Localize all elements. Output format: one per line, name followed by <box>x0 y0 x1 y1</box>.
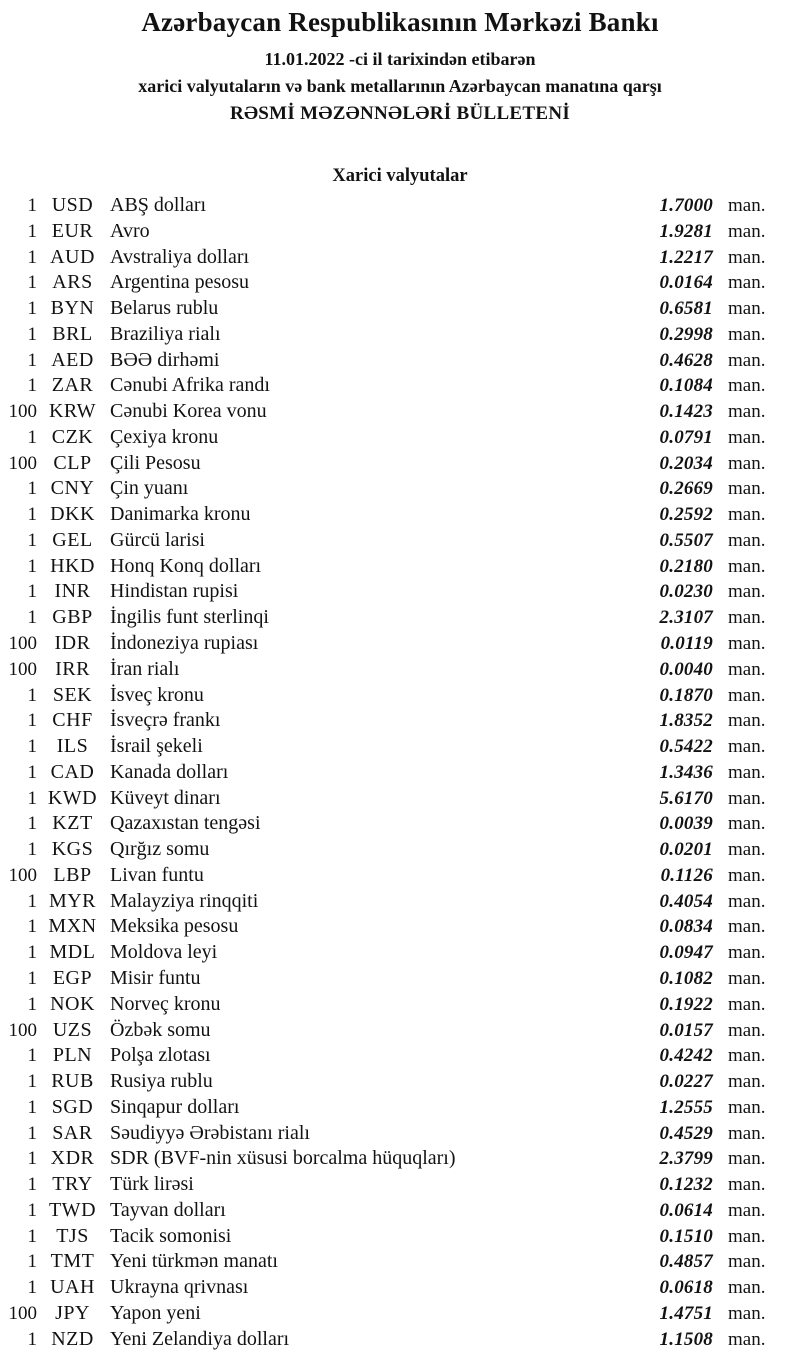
currency-row <box>0 1069 800 1095</box>
currency-code: MDL <box>49 941 96 964</box>
currency-code: TMT <box>50 1250 95 1273</box>
currency-row <box>0 322 800 348</box>
currency-code: EUR <box>51 219 94 242</box>
rate-value: 0.2669 <box>659 478 713 500</box>
quantity-cell: 1 <box>27 787 37 809</box>
rate-value: 0.2592 <box>659 504 713 526</box>
unit-label: man. <box>728 1148 766 1170</box>
rate-value: 0.1510 <box>659 1225 713 1247</box>
quantity-cell: 1 <box>27 555 37 577</box>
currency-code: KRW <box>48 400 97 423</box>
currency-name: Çili Pesosu <box>110 451 201 474</box>
currency-name: Türk lirəsi <box>110 1173 194 1196</box>
rate-value: 5.6170 <box>659 787 713 809</box>
rate-value: 1.2555 <box>659 1096 713 1118</box>
quantity-cell: 1 <box>27 504 37 526</box>
currency-row <box>0 631 800 657</box>
currency-code: EGP <box>52 966 93 989</box>
unit-label: man. <box>728 1277 766 1299</box>
unit-label: man. <box>728 1199 766 1221</box>
quantity-cell: 1 <box>27 195 37 216</box>
currency-code: CAD <box>50 760 95 783</box>
currency-code: MXN <box>48 915 97 938</box>
unit-label: man. <box>728 1251 766 1273</box>
currency-row <box>0 940 800 966</box>
quantity-cell: 1 <box>27 478 37 500</box>
rate-value: 0.1084 <box>659 375 713 397</box>
quantity-cell: 1 <box>27 349 37 371</box>
currency-code: MYR <box>48 889 97 912</box>
rate-value: 0.0227 <box>659 1071 713 1093</box>
currency-name: Səudiyyə Ərəbistanı rialı <box>110 1121 310 1144</box>
quantity-cell: 1 <box>27 993 37 1015</box>
unit-label: man. <box>728 710 766 732</box>
unit-label: man. <box>728 1328 766 1350</box>
currency-name: ABŞ dolları <box>110 194 207 216</box>
unit-label: man. <box>728 633 766 655</box>
quantity-cell: 1 <box>27 1045 37 1067</box>
currency-row <box>0 683 800 709</box>
quantity-cell: 1 <box>27 272 37 294</box>
quantity-cell: 1 <box>27 1225 37 1247</box>
rate-value: 0.1870 <box>659 684 713 706</box>
currency-code: XDR <box>50 1147 95 1170</box>
currency-row <box>0 528 800 554</box>
quantity-cell: 100 <box>8 633 37 655</box>
quantity-cell: 100 <box>8 1019 37 1041</box>
unit-label: man. <box>728 890 766 912</box>
unit-label: man. <box>728 658 766 680</box>
rate-value: 0.2034 <box>659 452 713 474</box>
unit-label: man. <box>728 761 766 783</box>
currency-row <box>0 837 800 863</box>
bulletin-title: RƏSMİ MƏZƏNNƏLƏRİ BÜLLETENİ <box>229 103 571 124</box>
currency-row <box>0 579 800 605</box>
currency-row <box>0 451 800 477</box>
unit-label: man. <box>728 555 766 577</box>
unit-label: man. <box>728 401 766 423</box>
currency-code: UAH <box>50 1276 95 1299</box>
currency-name: Norveç kronu <box>110 992 221 1015</box>
rate-value: 0.0230 <box>659 581 713 603</box>
currency-code: IRR <box>55 657 90 680</box>
unit-label: man. <box>728 1019 766 1041</box>
currency-code: GEL <box>52 528 93 551</box>
currency-name: Rusiya rublu <box>110 1070 213 1093</box>
unit-label: man. <box>728 967 766 989</box>
unit-label: man. <box>728 323 766 345</box>
rate-value: 0.4857 <box>659 1251 713 1273</box>
currency-name: Yeni Zelandiya dolları <box>110 1327 290 1350</box>
unit-label: man. <box>728 942 766 964</box>
quantity-cell: 1 <box>27 1199 37 1221</box>
currency-code: HKD <box>50 554 95 577</box>
rate-value: 0.0791 <box>659 426 713 448</box>
currency-name: İsrail şekeli <box>110 735 203 758</box>
unit-label: man. <box>728 375 766 397</box>
currency-name: Danimarka kronu <box>110 503 251 526</box>
rate-value: 1.8352 <box>659 710 713 732</box>
rate-value: 0.0119 <box>660 633 713 655</box>
quantity-cell: 1 <box>27 1328 37 1350</box>
quantity-cell: 100 <box>8 1302 37 1324</box>
currency-name: İngilis funt sterlinqi <box>110 606 269 629</box>
currency-name: Tacik somonisi <box>110 1224 232 1247</box>
currency-name: Yeni türkmən manatı <box>110 1250 278 1273</box>
currency-row <box>0 863 800 889</box>
currency-name: Özbək somu <box>110 1018 211 1041</box>
currency-code: USD <box>51 194 94 216</box>
currency-code: KGS <box>51 838 94 861</box>
unit-label: man. <box>728 684 766 706</box>
currency-name: Hindistan rupisi <box>110 580 239 603</box>
rate-value: 0.0947 <box>659 942 713 964</box>
currency-code: SGD <box>51 1095 94 1118</box>
quantity-cell: 1 <box>27 736 37 758</box>
quantity-cell: 1 <box>27 1148 37 1170</box>
rate-value: 1.7000 <box>659 195 713 216</box>
currency-row <box>0 734 800 760</box>
unit-label: man. <box>728 349 766 371</box>
rate-value: 0.0164 <box>659 272 713 294</box>
currency-code: CNY <box>50 477 95 500</box>
rate-value: 0.6581 <box>659 298 713 320</box>
rate-value: 0.1126 <box>660 864 713 886</box>
currency-name: İndoneziya rupiası <box>110 632 259 655</box>
currency-code: AUD <box>50 245 95 268</box>
quantity-cell: 1 <box>27 607 37 629</box>
currency-name: Çexiya kronu <box>110 425 219 448</box>
currency-row <box>0 425 800 451</box>
quantity-cell: 1 <box>27 220 37 242</box>
currency-name: Avro <box>110 219 150 242</box>
rate-value: 0.1922 <box>659 993 713 1015</box>
currency-row <box>0 760 800 786</box>
currency-row <box>0 1249 800 1275</box>
rate-value: 0.0614 <box>659 1199 713 1221</box>
currency-row <box>0 245 800 271</box>
currency-row <box>0 219 800 245</box>
unit-label: man. <box>728 298 766 320</box>
currency-name: Küveyt dinarı <box>110 786 221 809</box>
currency-name: Livan funtu <box>110 863 204 886</box>
currency-row <box>0 1301 800 1327</box>
rate-value: 0.4242 <box>659 1045 713 1067</box>
unit-label: man. <box>728 839 766 861</box>
unit-label: man. <box>728 426 766 448</box>
unit-label: man. <box>728 504 766 526</box>
unit-label: man. <box>728 220 766 242</box>
currency-code: SAR <box>52 1121 93 1144</box>
rate-value: 2.3799 <box>659 1148 713 1170</box>
currency-row <box>0 1121 800 1147</box>
currency-code: LBP <box>53 863 92 886</box>
currency-name: Honq Konq dolları <box>110 554 262 577</box>
currency-code: JPY <box>55 1301 90 1324</box>
currency-code: ZAR <box>51 374 94 397</box>
currency-code: GBP <box>52 606 93 629</box>
quantity-cell: 1 <box>27 529 37 551</box>
currency-row <box>0 992 800 1018</box>
currency-code: UZS <box>52 1018 93 1041</box>
unit-label: man. <box>728 272 766 294</box>
quantity-cell: 1 <box>27 813 37 835</box>
rate-value: 2.3107 <box>659 607 713 629</box>
currency-name: Moldova leyi <box>110 941 218 964</box>
currency-name: Qazaxıstan tengəsi <box>110 812 261 835</box>
currency-name: İsveçrə frankı <box>110 709 221 732</box>
currency-code: CZK <box>51 425 94 448</box>
unit-label: man. <box>728 1302 766 1324</box>
currency-code: ILS <box>56 735 89 758</box>
currency-name: Cənubi Afrika randı <box>110 374 270 397</box>
currency-name: Gürcü larisi <box>110 528 205 551</box>
quantity-cell: 1 <box>27 761 37 783</box>
currency-row <box>0 1224 800 1250</box>
currency-name: BƏƏ dirhəmi <box>110 348 220 371</box>
rate-value: 0.2998 <box>659 323 713 345</box>
unit-label: man. <box>728 1225 766 1247</box>
currency-name: Qırğız somu <box>110 838 210 861</box>
currency-name: Tayvan dolları <box>110 1198 226 1221</box>
bulletin-header <box>0 6 800 127</box>
unit-label: man. <box>728 478 766 500</box>
currency-name: Misir funtu <box>110 966 201 989</box>
rate-value: 0.0201 <box>659 839 713 861</box>
currency-row <box>0 657 800 683</box>
quantity-cell: 1 <box>27 1277 37 1299</box>
section-title-foreign-currencies: Xarici valyutalar <box>332 166 468 186</box>
currency-row <box>0 554 800 580</box>
quantity-cell: 100 <box>8 864 37 886</box>
quantity-cell: 1 <box>27 710 37 732</box>
currency-row <box>0 348 800 374</box>
rate-value: 0.1423 <box>659 401 713 423</box>
currency-code: ARS <box>52 271 93 294</box>
currency-code: KWD <box>47 786 98 809</box>
currency-code: TJS <box>56 1224 89 1247</box>
currency-row <box>0 1043 800 1069</box>
quantity-cell: 1 <box>27 323 37 345</box>
currency-row <box>0 966 800 992</box>
unit-label: man. <box>728 581 766 603</box>
rate-value: 0.4054 <box>659 890 713 912</box>
currency-code: NZD <box>51 1327 94 1350</box>
currency-code: TWD <box>48 1198 97 1221</box>
currency-row <box>0 373 800 399</box>
currency-name: Kanada dolları <box>110 760 229 783</box>
currency-row <box>0 1095 800 1121</box>
currency-name: Sinqapur dolları <box>110 1095 240 1118</box>
effective-date-line: 11.01.2022 -ci il tarixindən etibarən <box>264 49 536 69</box>
quantity-cell: 100 <box>8 401 37 423</box>
currency-row <box>0 914 800 940</box>
rate-value: 0.1232 <box>659 1174 713 1196</box>
currency-name: Braziliya rialı <box>110 322 221 345</box>
currency-row <box>0 193 800 219</box>
rate-value: 0.2180 <box>659 555 713 577</box>
bank-title: Azərbaycan Respublikasının Mərkəzi Bankı <box>141 7 659 37</box>
quantity-cell: 1 <box>27 916 37 938</box>
unit-label: man. <box>728 736 766 758</box>
currency-row <box>0 476 800 502</box>
currency-code: DKK <box>50 503 95 526</box>
quantity-cell: 1 <box>27 1096 37 1118</box>
quantity-cell: 1 <box>27 246 37 268</box>
quantity-cell: 100 <box>8 658 37 680</box>
currency-name: Malayziya rinqqiti <box>110 889 259 912</box>
unit-label: man. <box>728 452 766 474</box>
rate-value: 1.3436 <box>659 761 713 783</box>
currency-row <box>0 708 800 734</box>
currency-code: CHF <box>52 709 93 732</box>
quantity-cell: 100 <box>8 452 37 474</box>
rate-value: 0.1082 <box>659 967 713 989</box>
quantity-cell: 1 <box>27 375 37 397</box>
quantity-cell: 1 <box>27 839 37 861</box>
quantity-cell: 1 <box>27 942 37 964</box>
currency-code: NOK <box>50 992 95 1015</box>
currency-row <box>0 1018 800 1044</box>
unit-label: man. <box>728 993 766 1015</box>
currency-row <box>0 1327 800 1353</box>
currency-code: BYN <box>50 297 95 320</box>
currency-code: CLP <box>53 451 92 474</box>
unit-label: man. <box>728 529 766 551</box>
currency-row <box>0 1172 800 1198</box>
currency-name: Cənubi Korea vonu <box>110 400 267 423</box>
rate-value: 0.5422 <box>659 736 713 758</box>
subject-line: xarici valyutaların və bank metallarının Azərbaycan manatına qarşı <box>138 76 662 96</box>
currency-row <box>0 786 800 812</box>
unit-label: man. <box>728 864 766 886</box>
rate-value: 0.4529 <box>659 1122 713 1144</box>
unit-label: man. <box>728 1096 766 1118</box>
quantity-cell: 1 <box>27 426 37 448</box>
currency-name: Argentina pesosu <box>110 271 250 294</box>
currency-code: BRL <box>52 322 93 345</box>
rate-value: 1.1508 <box>659 1328 713 1350</box>
unit-label: man. <box>728 916 766 938</box>
quantity-cell: 1 <box>27 298 37 320</box>
unit-label: man. <box>728 813 766 835</box>
rate-value: 0.0834 <box>659 916 713 938</box>
quantity-cell: 1 <box>27 1251 37 1273</box>
currency-code: PLN <box>52 1044 93 1067</box>
unit-label: man. <box>728 1174 766 1196</box>
unit-label: man. <box>728 246 766 268</box>
unit-label: man. <box>728 787 766 809</box>
currency-code: RUB <box>51 1070 94 1093</box>
rate-value: 0.0157 <box>659 1019 713 1041</box>
currency-code: INR <box>54 580 91 603</box>
quantity-cell: 1 <box>27 1174 37 1196</box>
quantity-cell: 1 <box>27 1122 37 1144</box>
currency-row <box>0 1275 800 1301</box>
rate-value: 0.0039 <box>659 813 713 835</box>
currency-code: KZT <box>52 812 93 835</box>
currency-table <box>0 193 800 1352</box>
unit-label: man. <box>728 1122 766 1144</box>
currency-name: SDR (BVF-nin xüsusi borcalma hüquqları) <box>110 1147 456 1170</box>
currency-name: Meksika pesosu <box>110 915 239 938</box>
unit-label: man. <box>728 1071 766 1093</box>
rate-value: 0.0040 <box>659 658 713 680</box>
unit-label: man. <box>728 195 766 216</box>
quantity-cell: 1 <box>27 1071 37 1093</box>
currency-row <box>0 1198 800 1224</box>
currency-code: IDR <box>54 632 91 655</box>
quantity-cell: 1 <box>27 890 37 912</box>
currency-code: SEK <box>52 683 93 706</box>
currency-name: Çin yuanı <box>110 477 189 500</box>
currency-name: İran rialı <box>110 657 180 680</box>
currency-row <box>0 889 800 915</box>
currency-name: Ukrayna qrivnası <box>110 1276 249 1299</box>
currency-row <box>0 605 800 631</box>
currency-row <box>0 502 800 528</box>
currency-row <box>0 811 800 837</box>
rate-value: 0.0618 <box>659 1277 713 1299</box>
quantity-cell: 1 <box>27 581 37 603</box>
unit-label: man. <box>728 607 766 629</box>
currency-name: Yapon yeni <box>110 1301 201 1324</box>
rate-value: 1.2217 <box>659 246 713 268</box>
quantity-cell: 1 <box>27 684 37 706</box>
rate-value: 1.4751 <box>659 1302 713 1324</box>
currency-code: TRY <box>52 1173 93 1196</box>
currency-name: Belarus rublu <box>110 297 219 320</box>
quantity-cell: 1 <box>27 967 37 989</box>
currency-row <box>0 399 800 425</box>
currency-row <box>0 1146 800 1172</box>
rate-value: 0.4628 <box>659 349 713 371</box>
unit-label: man. <box>728 1045 766 1067</box>
rate-value: 1.9281 <box>659 220 713 242</box>
currency-name: Polşa zlotası <box>110 1044 211 1067</box>
currency-row <box>0 270 800 296</box>
currency-name: İsveç kronu <box>110 683 204 706</box>
currency-row <box>0 296 800 322</box>
currency-name: Avstraliya dolları <box>110 245 250 268</box>
rate-value: 0.5507 <box>659 529 713 551</box>
currency-code: AED <box>51 348 94 371</box>
